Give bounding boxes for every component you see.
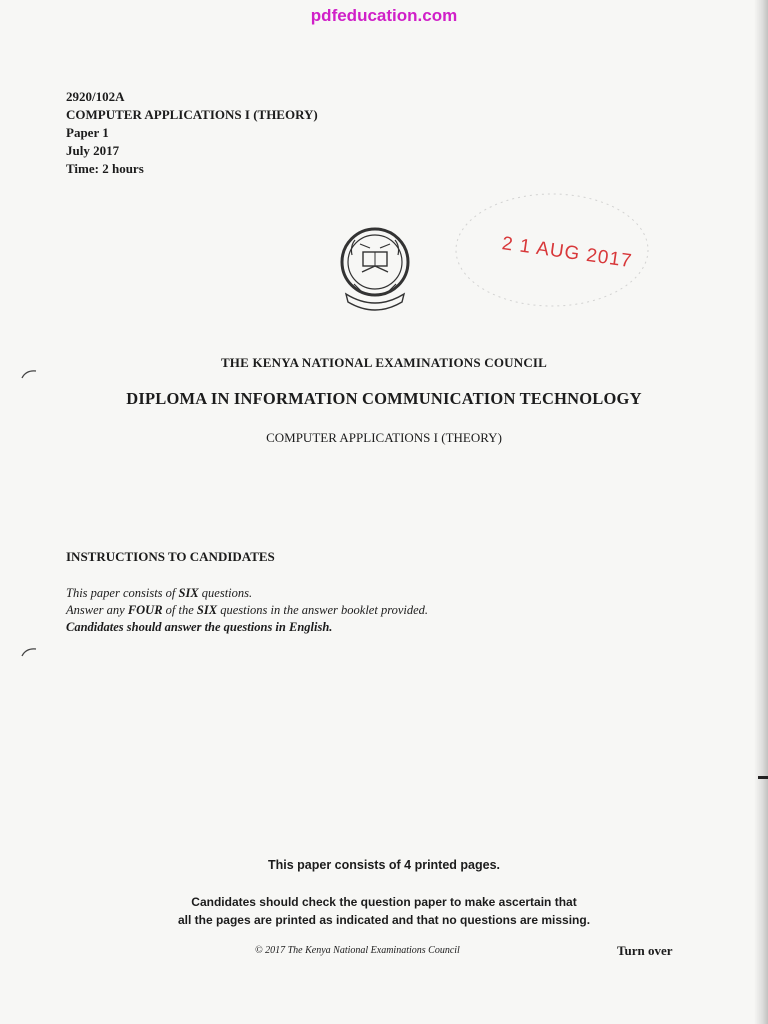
council-name: THE KENYA NATIONAL EXAMINATIONS COUNCIL: [220, 355, 548, 370]
exam-date: July 2017: [66, 143, 120, 158]
instruction-line: Candidates should answer the questions in English.: [66, 620, 333, 634]
instructions-list: [66, 585, 428, 636]
punch-hole-mark: [20, 368, 38, 380]
instructions-heading: INSTRUCTIONS TO CANDIDATES: [66, 549, 275, 564]
paper-code: 2920/102A: [66, 89, 125, 104]
paper-header: [66, 88, 318, 178]
course-title: COMPUTER APPLICATIONS I (THEORY): [66, 107, 318, 122]
paper-number: Paper 1: [66, 125, 109, 140]
subject-title: COMPUTER APPLICATIONS I (THEORY): [266, 430, 502, 445]
watermark: pdfeducation.com: [310, 6, 458, 25]
check-notice: Candidates should check the question paper to make ascertain that all the pages are printed as indicated and that no questions are missing.: [177, 895, 591, 927]
turn-over-label: Turn over: [617, 943, 673, 958]
punch-hole-mark: [20, 646, 38, 658]
stamp-date: 2 1 AUG 2017: [500, 233, 634, 273]
instruction-line: Answer any FOUR of the SIX questions in the answer booklet provided.: [66, 603, 429, 617]
coat-of-arms-icon: [332, 222, 418, 316]
instruction-line: This paper consists of SIX questions.: [66, 586, 253, 600]
copyright-notice: © 2017 The Kenya National Examinations Council: [255, 945, 460, 956]
exam-duration: Time: 2 hours: [66, 161, 144, 176]
diploma-title: DIPLOMA IN INFORMATION COMMUNICATION TECHNOLOGY: [126, 389, 642, 408]
page-edge-mark: [758, 776, 768, 779]
page-count-notice: This paper consists of 4 printed pages.: [268, 858, 500, 872]
